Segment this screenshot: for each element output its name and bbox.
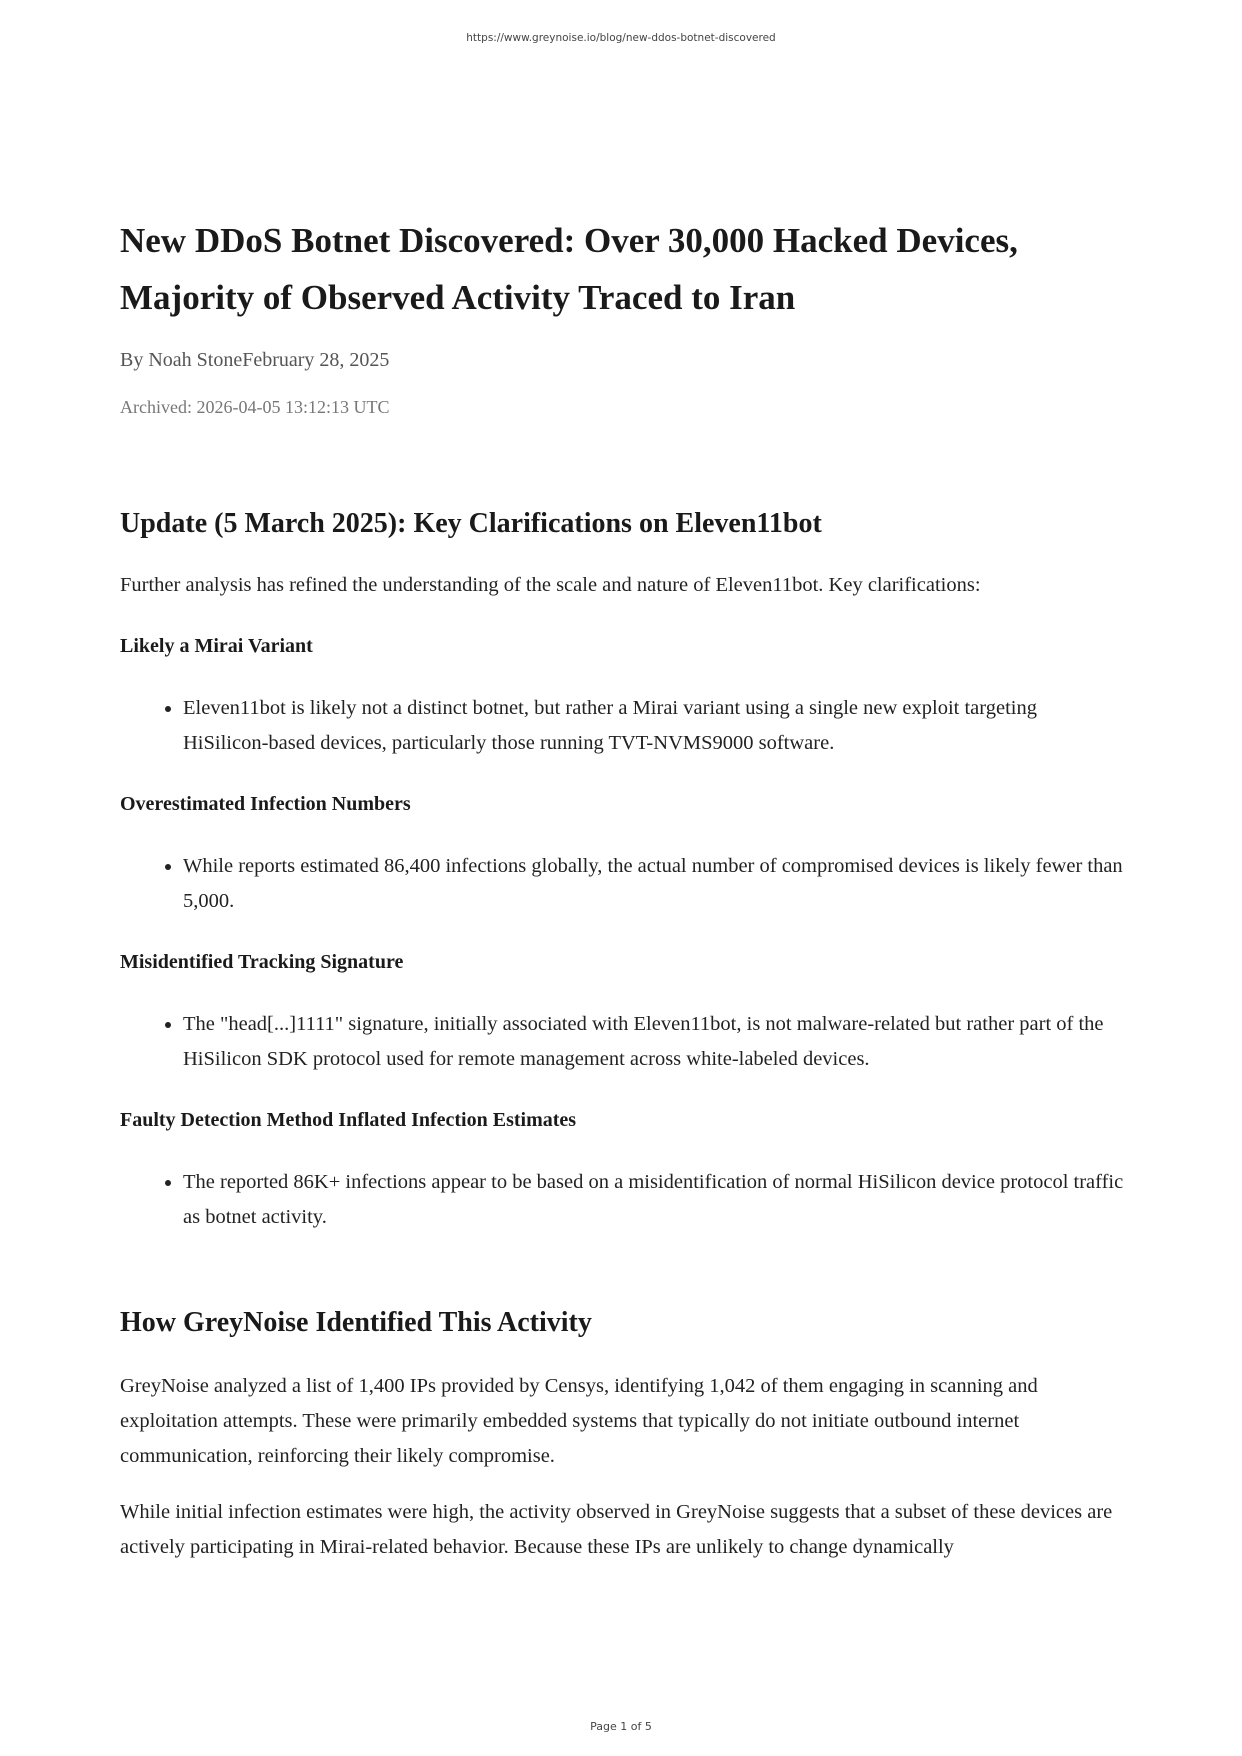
how-section-heading: How GreyNoise Identified This Activity bbox=[120, 1307, 592, 1338]
bullet-list bbox=[120, 691, 1125, 761]
list-item: • Eleven11bot is likely not a distinct botnet, but rather a Mirai variant using a single new exploit targeting HiSilicon-based devices, particularly those running TVT-NVMS9000 software. bbox=[183, 691, 1125, 761]
bullet-list bbox=[120, 1007, 1125, 1077]
archived-timestamp: Archived: 2026-04-05 13:12:13 UTC bbox=[120, 397, 390, 417]
bullet-list bbox=[120, 1165, 1125, 1235]
list-item: • The reported 86K+ infections appear to be based on a misidentification of normal HiSilicon device protocol traffic as botnet activity. bbox=[183, 1165, 1125, 1235]
subheading-mirai-variant: Likely a Mirai Variant bbox=[120, 635, 313, 657]
paragraph: While initial infection estimates were high, the activity observed in GreyNoise suggests that a subset of these devices are actively participating in Mirai-related behavior. Because these IPs are unlikely to change dynamically bbox=[120, 1501, 1113, 1558]
subheading-overestimated-infections: Overestimated Infection Numbers bbox=[120, 793, 411, 815]
update-intro-paragraph: Further analysis has refined the understanding of the scale and nature of Eleven11bot. Key clarifications: bbox=[120, 574, 981, 596]
update-section-heading: Update (5 March 2025): Key Clarifications on Eleven11bot bbox=[120, 508, 822, 539]
subheading-faulty-detection: Faulty Detection Method Inflated Infection Estimates bbox=[120, 1109, 577, 1131]
bullet-list bbox=[120, 849, 1125, 919]
article-title: New DDoS Botnet Discovered: Over 30,000 Hacked Devices, Majority of Observed Activity Traced to Iran bbox=[120, 221, 1018, 317]
paragraph: GreyNoise analyzed a list of 1,400 IPs provided by Censys, identifying 1,042 of them engaging in scanning and exploitation attempts. These were primarily embedded systems that typically do not initiate outbound internet communication, reinforcing their likely compromise. bbox=[120, 1375, 1038, 1467]
list-item: • The "head[...]1111" signature, initially associated with Eleven11bot, is not malware-related but rather part of the HiSilicon SDK protocol used for remote management across white-labeled devices. bbox=[183, 1007, 1125, 1077]
subheading-misidentified-signature: Misidentified Tracking Signature bbox=[120, 951, 404, 973]
list-item: • While reports estimated 86,400 infections globally, the actual number of compromised devices is likely fewer than 5,000. bbox=[183, 849, 1125, 919]
byline: By Noah StoneFebruary 28, 2025 bbox=[120, 349, 390, 371]
page-url-header: https://www.greynoise.io/blog/new-ddos-botnet-discovered bbox=[466, 32, 776, 44]
page-number: Page 1 of 5 bbox=[590, 1720, 652, 1733]
article bbox=[120, 212, 1125, 1565]
